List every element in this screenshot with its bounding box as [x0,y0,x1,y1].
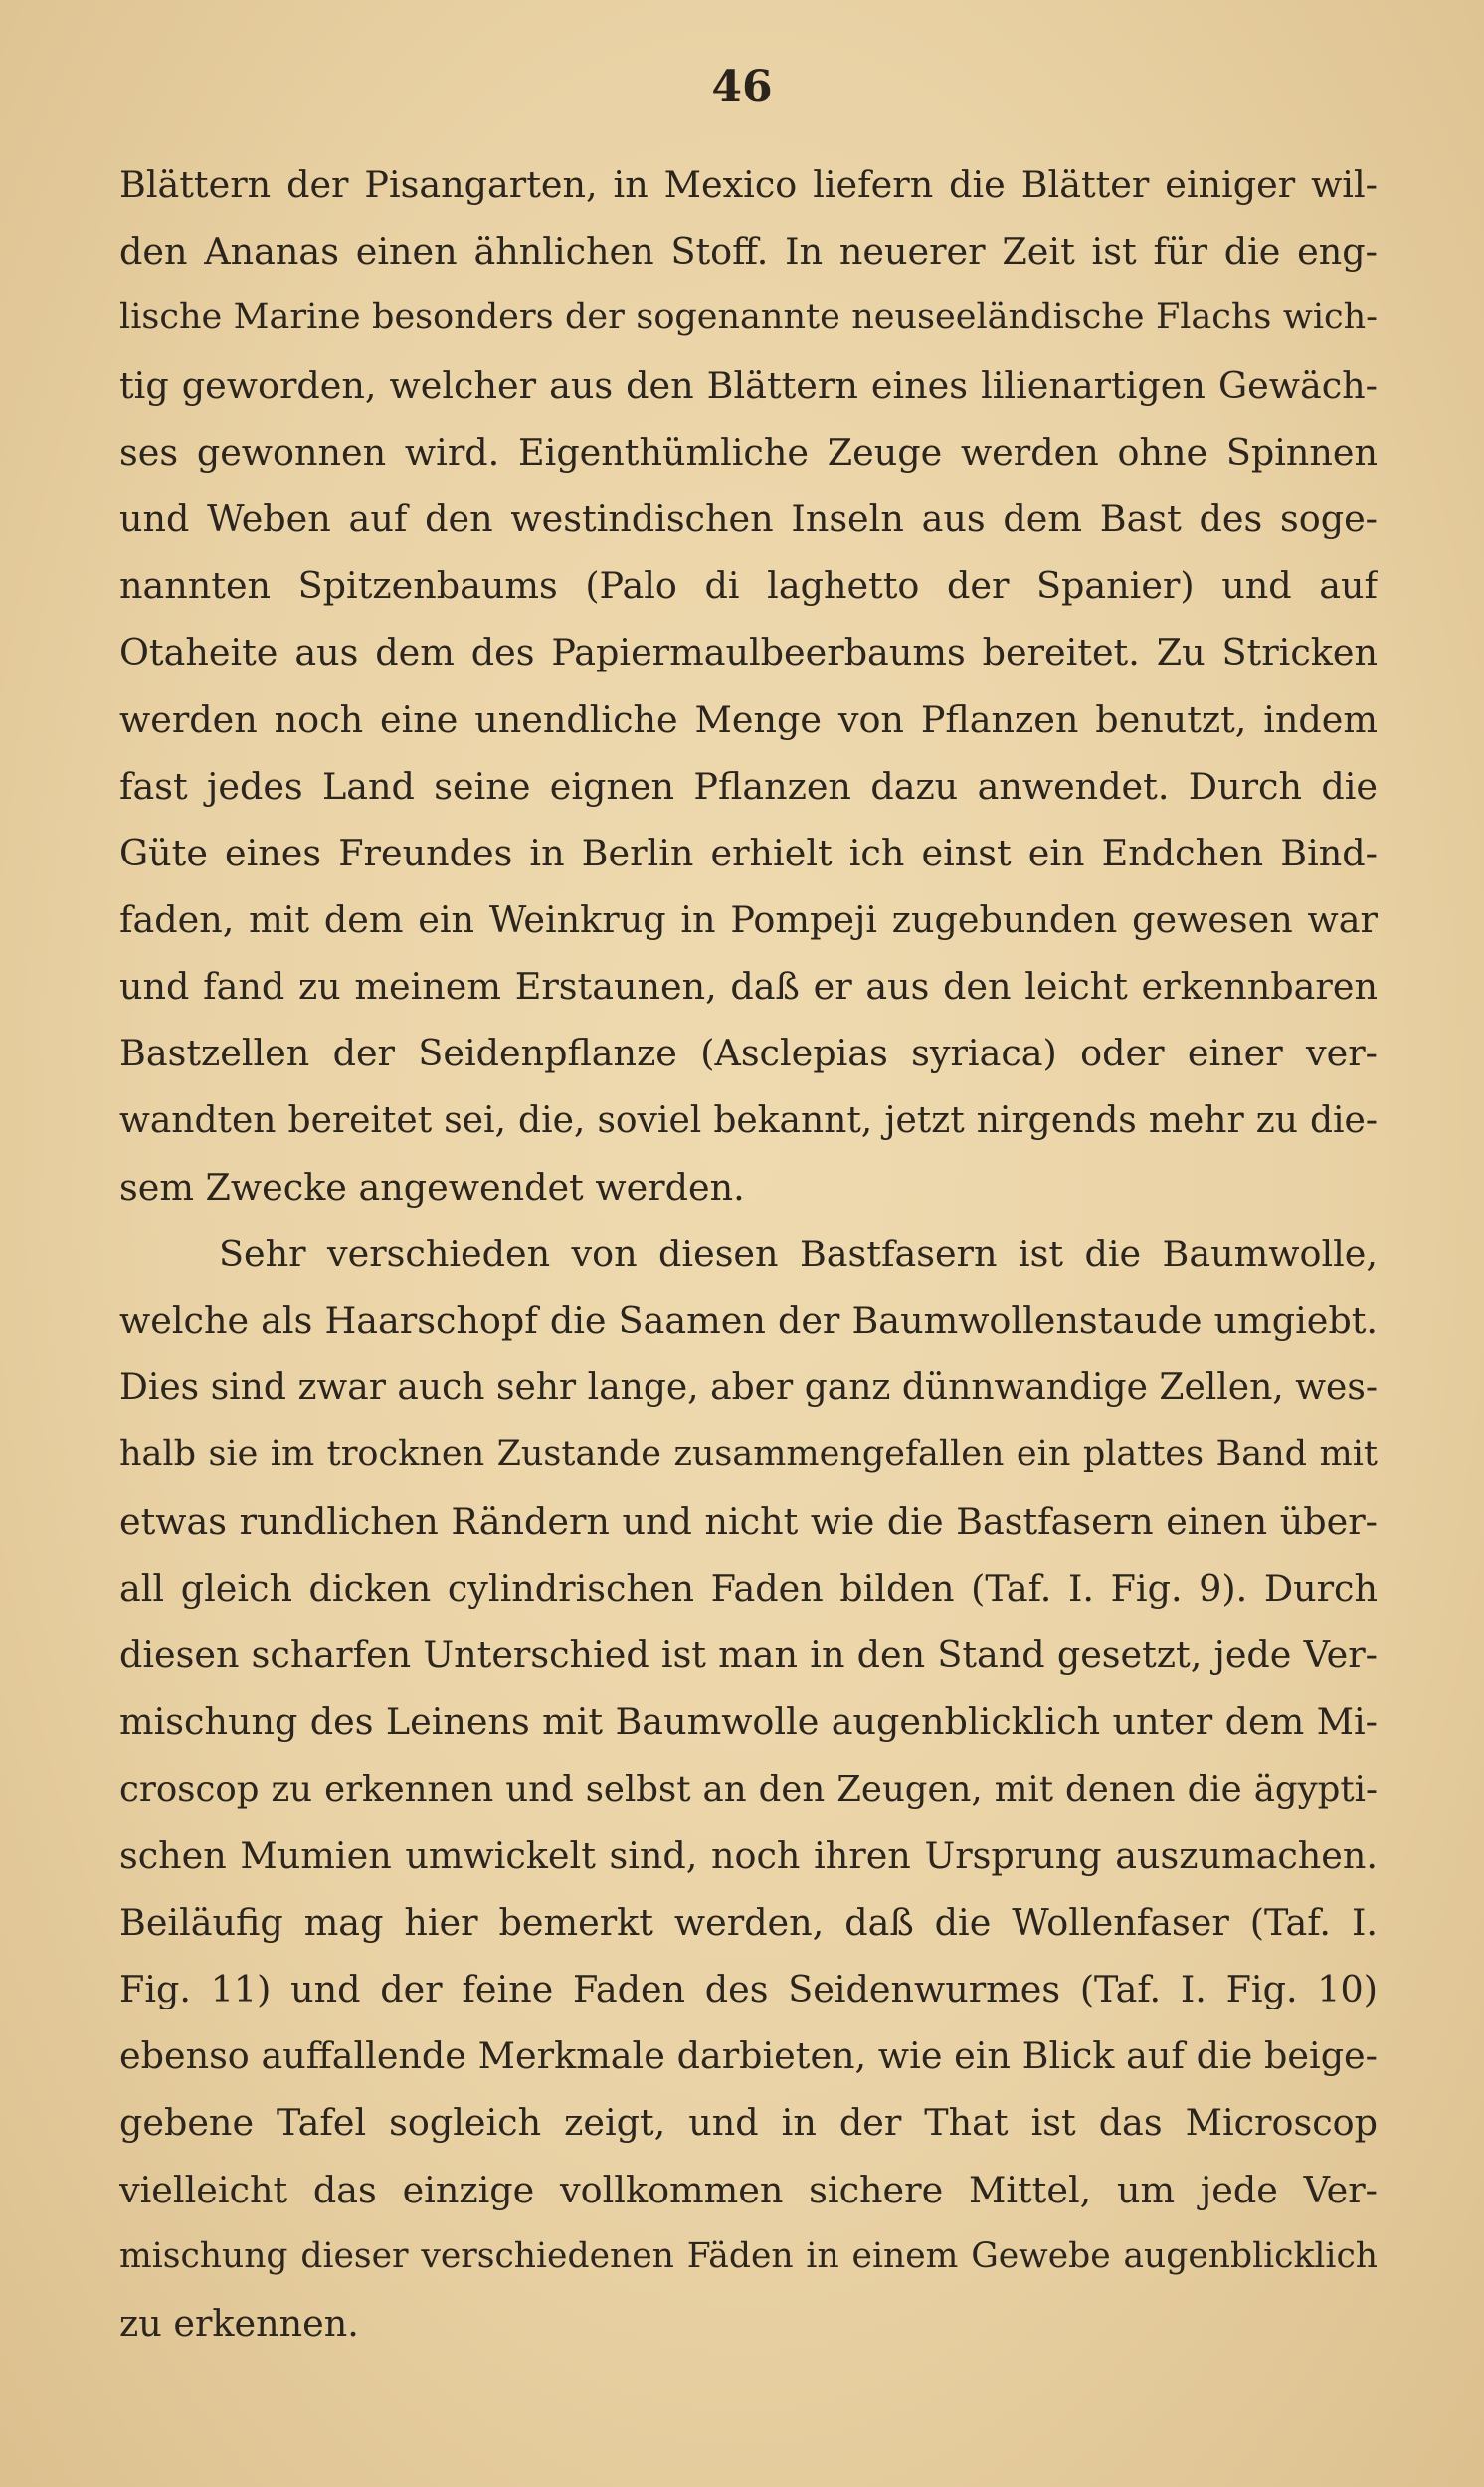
text-line: werden noch eine unendliche Menge von Pflanzen benutzt, indem [119,697,1378,741]
text-line: mischung des Leinens mit Baumwolle augenblicklich unter dem Mi- [119,1700,1378,1744]
text-line: und Weben auf den westindischen Inseln aus dem Bast des soge- [119,496,1378,540]
text-line: Fig. 11) und der feine Faden des Seidenwurmes (Taf. I. Fig. 10) [119,1968,1378,2011]
text-line: lische Marine besonders der sogenannte neuseeländische Flachs wich- [119,297,1378,338]
text-line: den Ananas einen ähnlichen Stoff. In neuerer Zeit ist für die eng- [119,230,1378,274]
text-line: etwas rundlichen Rändern und nicht wie die Bastfasern einen über- [119,1499,1378,1543]
text-line: Dies sind zwar auch sehr lange, aber ganz dünnwandige Zellen, wes- [119,1367,1378,1409]
text-line: faden, mit dem ein Weinkrug in Pompeji zugebunden gewesen war [119,898,1378,942]
text-line: vielleicht das einzige vollkommen sichere Mittel, um jede Ver- [119,2168,1378,2211]
text-line: all gleich dicken cylindrischen Faden bilden (Taf. I. Fig. 9). Durch [119,1566,1378,1610]
body-text [119,151,1378,2357]
text-line: halb sie im trocknen Zustande zusammengefallen ein plattes Band mit [119,1434,1378,1474]
text-line: ebenso auffallende Merkmale darbieten, wie ein Blick auf die beige- [119,2034,1378,2078]
text-line: diesen scharfen Unterschied ist man in den Stand gesetzt, jede Ver- [119,1633,1378,1677]
page-number: 46 [711,62,773,112]
text-line: mischung dieser verschiedenen Fäden in einem Gewebe augenblicklich [119,2235,1378,2276]
text-line: Beiläufig mag hier bemerkt werden, daß die Wollenfaser (Taf. I. [119,1900,1378,1944]
text-line: sem Zwecke angewendet werden. [119,1165,745,1209]
text-line: croscop zu erkennen und selbst an den Zeugen, mit denen die ägypti- [119,1768,1378,1810]
text-line: nannten Spitzenbaums (Palo di laghetto der Spanier) und auf [119,564,1378,608]
text-line: Bastzellen der Seidenpflanze (Asclepias syriaca) oder einer ver- [119,1032,1378,1075]
text-line: Otaheite aus dem des Papiermaulbeerbaums bereitet. Zu Stricken [119,631,1378,674]
text-line: Blättern der Pisangarten, in Mexico liefern die Blätter einiger wil- [119,163,1378,206]
text-line: schen Mumien umwickelt sind, noch ihren Ursprung auszumachen. [119,1833,1378,1877]
text-line: fast jedes Land seine eignen Pflanzen dazu anwendet. Durch die [119,764,1378,808]
text-line: ses gewonnen wird. Eigenthümliche Zeuge werden ohne Spinnen [119,430,1378,474]
text-line: Güte eines Freundes in Berlin erhielt ich einst ein Endchen Bind- [119,831,1378,874]
text-line: und fand zu meinem Erstaunen, daß er aus den leicht erkennbaren [119,965,1378,1009]
text-line: Sehr verschieden von diesen Bastfasern ist die Baumwolle, [219,1233,1378,1275]
text-line: tig geworden, welcher aus den Blättern eines lilienartigen Gewäch- [119,363,1378,407]
text-line: gebene Tafel sogleich zeigt, und in der That ist das Microscop [119,2101,1378,2145]
text-line: zu erkennen. [119,2302,359,2345]
text-line: welche als Haarschopf die Saamen der Baumwollenstaude umgiebt. [119,1299,1378,1343]
text-line: wandten bereitet sei, die, soviel bekannt, jetzt nirgends mehr zu die- [119,1099,1378,1141]
